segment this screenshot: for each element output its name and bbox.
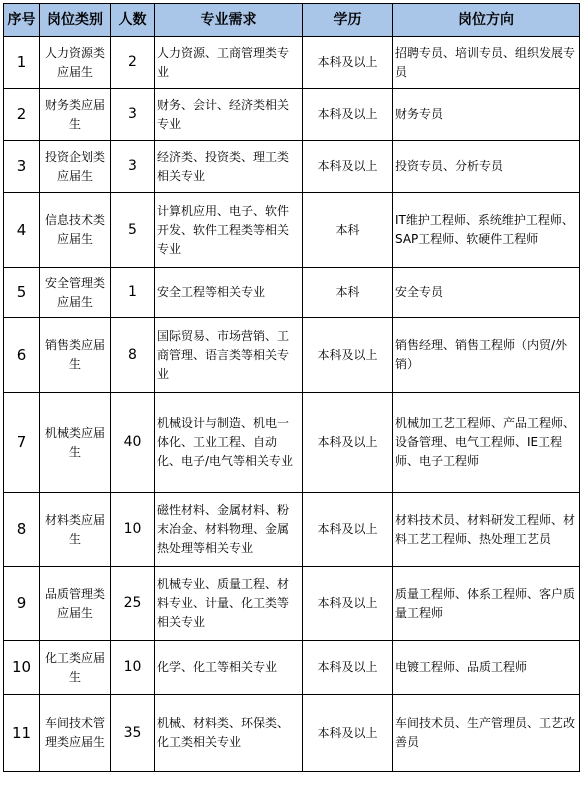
cell-education: 本科及以上 (303, 141, 393, 193)
cell-direction: 招聘专员、培训专员、组织发展专员 (393, 37, 580, 89)
cell-count: 40 (111, 393, 155, 493)
cell-category: 材料类应届生 (40, 493, 111, 567)
cell-major: 财务、会计、经济类相关专业 (155, 89, 303, 141)
cell-direction: 质量工程师、体系工程师、客户质量工程师 (393, 567, 580, 641)
cell-category: 品质管理类应届生 (40, 567, 111, 641)
cell-no: 3 (4, 141, 40, 193)
cell-category: 安全管理类应届生 (40, 268, 111, 318)
cell-count: 10 (111, 641, 155, 695)
cell-category: 化工类应届生 (40, 641, 111, 695)
header-count: 人数 (111, 4, 155, 37)
cell-major: 计算机应用、电子、软件开发、软件工程类等相关专业 (155, 193, 303, 268)
cell-category: 车间技术管理类应届生 (40, 695, 111, 772)
header-category: 岗位类别 (40, 4, 111, 37)
cell-major: 国际贸易、市场营销、工商管理、语言类等相关专业 (155, 318, 303, 393)
table-row (4, 193, 580, 268)
cell-no: 7 (4, 393, 40, 493)
cell-education: 本科及以上 (303, 89, 393, 141)
header-direction: 岗位方向 (393, 4, 580, 37)
cell-education: 本科及以上 (303, 695, 393, 772)
cell-category: 销售类应届生 (40, 318, 111, 393)
cell-education: 本科及以上 (303, 641, 393, 695)
recruitment-table (3, 3, 580, 772)
header-education: 学历 (303, 4, 393, 37)
header-row (4, 4, 580, 37)
cell-count: 35 (111, 695, 155, 772)
cell-major: 机械、材料类、环保类、化工类相关专业 (155, 695, 303, 772)
table-row (4, 641, 580, 695)
cell-no: 1 (4, 37, 40, 89)
table-row (4, 318, 580, 393)
table-row (4, 268, 580, 318)
cell-count: 1 (111, 268, 155, 318)
cell-count: 3 (111, 141, 155, 193)
cell-direction: 机械加工艺工程师、产品工程师、设备管理、电气工程师、IE工程师、电子工程师 (393, 393, 580, 493)
cell-education: 本科及以上 (303, 567, 393, 641)
cell-major: 机械设计与制造、机电一体化、工业工程、自动化、电子/电气等相关专业 (155, 393, 303, 493)
cell-no: 10 (4, 641, 40, 695)
cell-no: 11 (4, 695, 40, 772)
cell-major: 化学、化工等相关专业 (155, 641, 303, 695)
cell-count: 25 (111, 567, 155, 641)
cell-no: 2 (4, 89, 40, 141)
header-no: 序号 (4, 4, 40, 37)
cell-direction: 电镀工程师、品质工程师 (393, 641, 580, 695)
cell-major: 机械专业、质量工程、材料专业、计量、化工类等相关专业 (155, 567, 303, 641)
cell-major: 经济类、投资类、理工类相关专业 (155, 141, 303, 193)
cell-category: 信息技术类应届生 (40, 193, 111, 268)
cell-education: 本科及以上 (303, 37, 393, 89)
table-row (4, 89, 580, 141)
table-row (4, 37, 580, 89)
cell-no: 8 (4, 493, 40, 567)
table-row (4, 393, 580, 493)
cell-education: 本科及以上 (303, 393, 393, 493)
cell-major: 人力资源、工商管理类专业 (155, 37, 303, 89)
cell-education: 本科 (303, 268, 393, 318)
cell-no: 9 (4, 567, 40, 641)
header-major: 专业需求 (155, 4, 303, 37)
cell-education: 本科 (303, 193, 393, 268)
table-row (4, 567, 580, 641)
table-row (4, 695, 580, 772)
cell-major: 磁性材料、金属材料、粉末冶金、材料物理、金属热处理等相关专业 (155, 493, 303, 567)
cell-no: 5 (4, 268, 40, 318)
cell-major: 安全工程等相关专业 (155, 268, 303, 318)
cell-direction: IT维护工程师、系统维护工程师、SAP工程师、软硬件工程师 (393, 193, 580, 268)
cell-direction: 车间技术员、生产管理员、工艺改善员 (393, 695, 580, 772)
table-row (4, 141, 580, 193)
cell-education: 本科及以上 (303, 318, 393, 393)
table-header (4, 4, 580, 37)
cell-count: 5 (111, 193, 155, 268)
cell-direction: 财务专员 (393, 89, 580, 141)
cell-education: 本科及以上 (303, 493, 393, 567)
cell-direction: 投资专员、分析专员 (393, 141, 580, 193)
table-body (4, 37, 580, 772)
cell-category: 机械类应届生 (40, 393, 111, 493)
cell-category: 人力资源类应届生 (40, 37, 111, 89)
cell-no: 6 (4, 318, 40, 393)
cell-direction: 安全专员 (393, 268, 580, 318)
cell-direction: 材料技术员、材料研发工程师、材料工艺工程师、热处理工艺员 (393, 493, 580, 567)
cell-no: 4 (4, 193, 40, 268)
cell-direction: 销售经理、销售工程师（内贸/外销） (393, 318, 580, 393)
cell-count: 2 (111, 37, 155, 89)
cell-count: 3 (111, 89, 155, 141)
cell-count: 8 (111, 318, 155, 393)
cell-count: 10 (111, 493, 155, 567)
cell-category: 财务类应届生 (40, 89, 111, 141)
cell-category: 投资企划类应届生 (40, 141, 111, 193)
table-row (4, 493, 580, 567)
